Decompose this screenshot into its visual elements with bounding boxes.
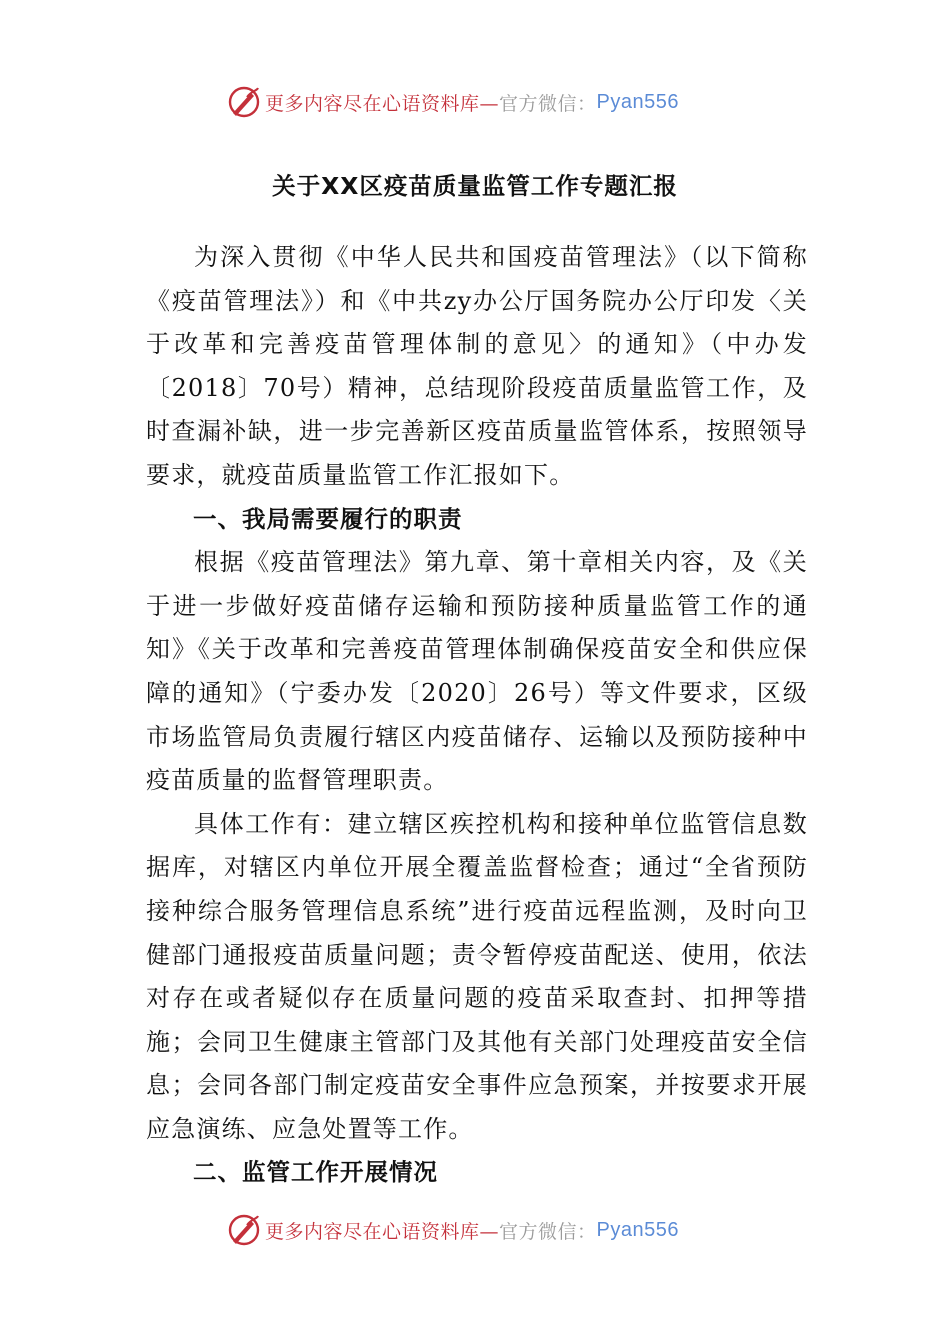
- watermark-wechat-id: Pyan556: [596, 1218, 679, 1241]
- watermark-wechat-id: Pyan556: [596, 90, 679, 113]
- section-heading-2: 二、监管工作开展情况: [193, 1158, 438, 1187]
- watermark-banner-bottom: [227, 1212, 679, 1248]
- section1-paragraph-1: 根据《疫苗管理法》第九章、第十章相关内容，及《关于进一步做好疫苗储存运输和预防接种质量监管工作的通知》《关于改革和完善疫苗管理体制确保疫苗安全和供应保障的通知》（宁委办发〔2020〕26号）等文件要求，区级市场监管局负责履行辖区内疫苗储存、运输以及预防接种中疫苗质量的监督管理职责。: [146, 548, 808, 795]
- watermark-wechat-label: 官方微信：: [499, 92, 597, 115]
- watermark-banner-top: [227, 84, 679, 120]
- section1-paragraph-2: 具体工作有：建立辖区疾控机构和接种单位监管信息数据库，对辖区内单位开展全覆盖监督检查；通过“全省预防接种综合服务管理信息系统”进行疫苗远程监测，及时向卫健部门通报疫苗质量问题；责令暂停疫苗配送、使用，依法对存在或者疑似存在质量问题的疫苗采取查封、扣押等措施；会同卫生健康主管部门及其他有关部门处理疫苗安全信息；会同各部门制定疫苗安全事件应急预案，并按要求开展应急演练、应急处置等工作。: [146, 809, 808, 1143]
- pen-circle-logo-icon: [227, 1213, 261, 1247]
- watermark-text: 更多内容尽在心语资料库—: [265, 92, 500, 115]
- watermark-text: 更多内容尽在心语资料库—: [265, 1220, 500, 1243]
- pen-circle-logo-icon: [227, 85, 261, 119]
- section-heading-1: 一、我局需要履行的职责: [193, 504, 463, 533]
- document-title: 关于XX区疫苗质量监管工作专题汇报: [272, 172, 678, 200]
- watermark-wechat-label: 官方微信：: [499, 1220, 597, 1243]
- document-body: [146, 236, 808, 1195]
- intro-paragraph: 为深入贯彻《中华人民共和国疫苗管理法》（以下简称《疫苗管理法》）和《中共zy办公厅国务院办公厅印发〈关于改革和完善疫苗管理体制的意见〉的通知》（中办发〔2018〕70号）精神，总结现阶段疫苗质量监管工作，及时查漏补缺，进一步完善新区疫苗质量监管体系，按照领导要求，就疫苗质量监管工作汇报如下。: [146, 243, 808, 489]
